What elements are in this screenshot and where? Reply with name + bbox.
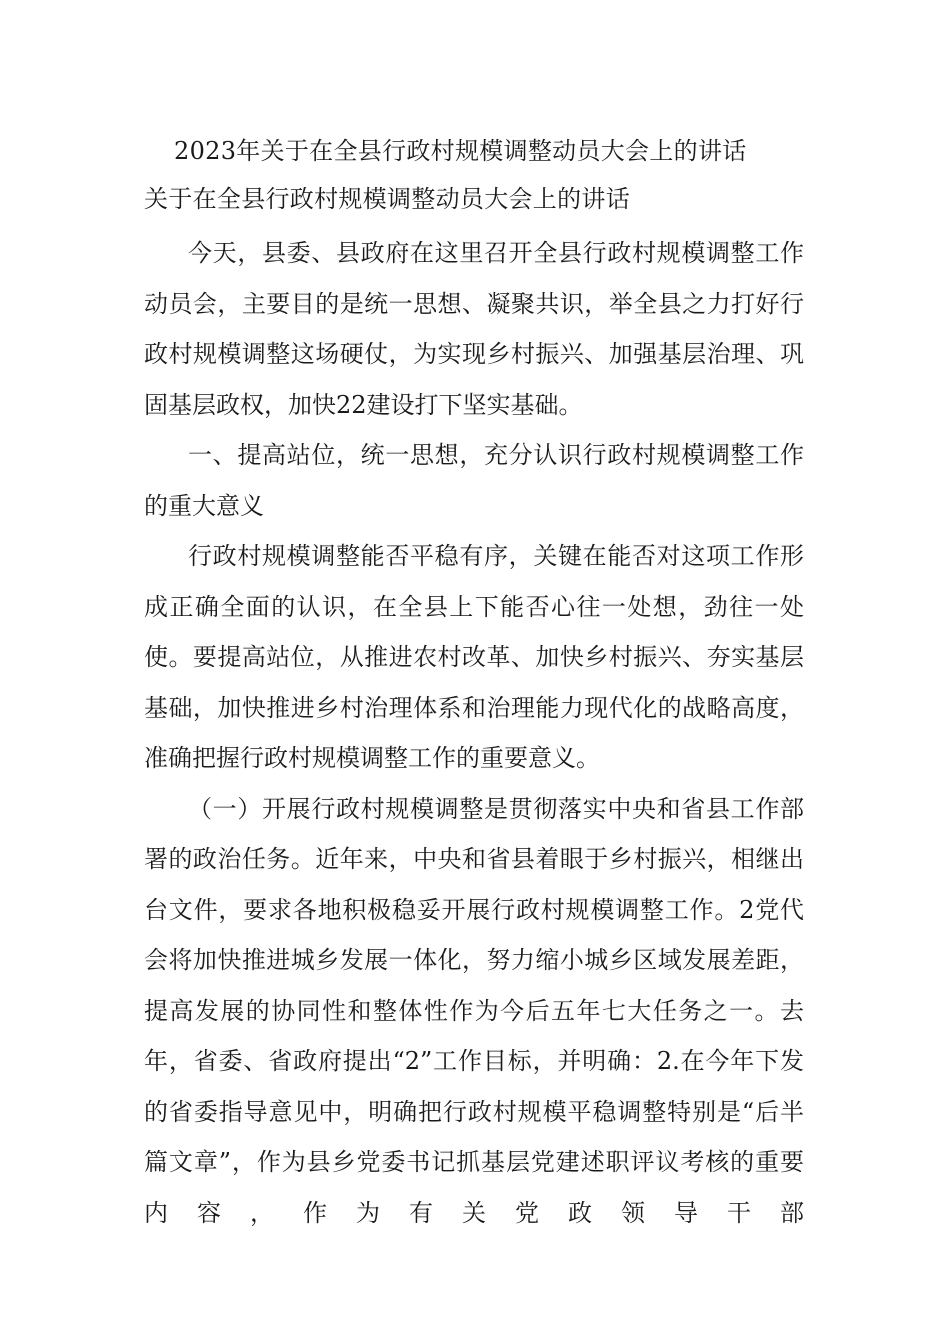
paragraph-section-1: 行政村规模调整能否平稳有序，关键在能否对这项工作形成正确全面的认识，在全县上下能否心往一处想，劲往一处使。要提高站位，从推进农村改革、加快乡村振兴、夯实基层基础，加快推进乡村治理体系和治理能力现代化的战略高度，准确把握行政村规模调整工作的重要意义。	[144, 542, 804, 772]
document-title: 2023年关于在全县行政村规模调整动员大会上的讲话	[174, 137, 747, 165]
section-heading-1: 一、提高站位，统一思想，充分认识行政村规模调整工作的重大意义	[144, 441, 804, 520]
paragraph-opening: 今天，县委、县政府在这里召开全县行政村规模调整工作动员会，主要目的是统一思想、凝聚共识，举全县之力打好行政村规模调整这场硬仗，为实现乡村振兴、加强基层治理、巩固基层政权，加快22建设打下坚实基础。	[144, 239, 804, 419]
document-subtitle: 关于在全县行政村规模调整动员大会上的讲话	[144, 185, 630, 213]
paragraph-subsection-1: （一）开展行政村规模调整是贯彻落实中央和省县工作部署的政治任务。近年来，中央和省县着眼于乡村振兴，相继出台文件，要求各地积极稳妥开展行政村规模调整工作。2党代会将加快推进城乡发展一体化，努力缩小城乡区域发展差距，提高发展的协同性和整体性作为今后五年七大任务之一。去年，省委、省政府提出“2”工作目标，并明确：2.在今年下发的省委指导意见中，明确把行政村规模平稳调整特别是“后半篇文章”，作为县乡党委书记抓基层党建述职评议考核的重要内容，作为有关党政领导干部	[144, 794, 804, 1227]
document-body	[144, 228, 804, 1238]
